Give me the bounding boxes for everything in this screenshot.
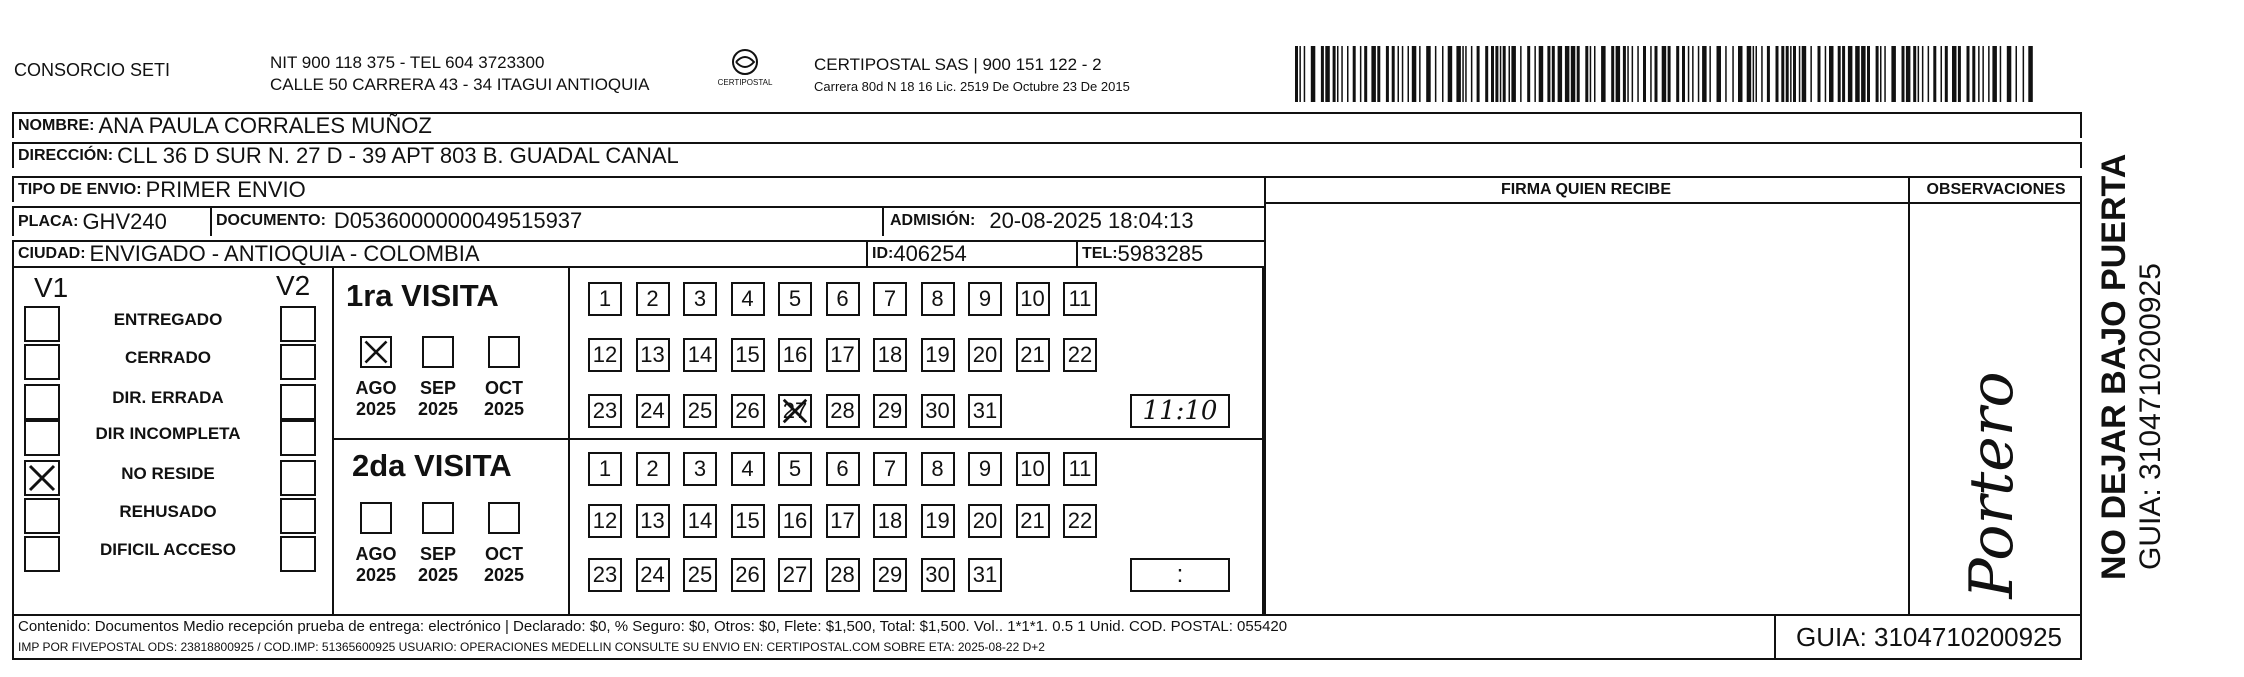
day-box[interactable]: 17	[826, 504, 860, 538]
divider	[866, 240, 868, 268]
id-label: ID:	[872, 245, 894, 262]
status-checkbox-v2[interactable]	[280, 384, 316, 420]
month-year: 2025	[483, 565, 525, 585]
company-info	[270, 52, 649, 96]
day-box[interactable]: 10	[1016, 282, 1050, 316]
day-box[interactable]: 19	[921, 338, 955, 372]
day-box[interactable]: 3	[683, 282, 717, 316]
month-label	[346, 378, 406, 420]
nombre-row	[12, 112, 2082, 138]
day-box[interactable]: 22	[1063, 338, 1097, 372]
company-name: CONSORCIO SETI	[14, 60, 171, 80]
day-box[interactable]: 14	[683, 504, 717, 538]
observaciones-label: OBSERVACIONES	[1926, 181, 2066, 198]
status-checkbox-v1[interactable]	[24, 384, 60, 420]
day-box[interactable]: 18	[873, 338, 907, 372]
day-box[interactable]: 13	[636, 504, 670, 538]
day-box[interactable]: 28	[826, 558, 860, 592]
day-box[interactable]: 1	[588, 452, 622, 486]
divider	[1908, 176, 1910, 614]
status-checkbox-v1[interactable]	[24, 420, 60, 456]
day-box[interactable]: 5	[778, 452, 812, 486]
month-name: SEP	[419, 544, 457, 564]
direccion-value: CLL 36 D SUR N. 27 D - 39 APT 803 B. GUADAL CANAL	[117, 143, 679, 168]
month-label	[408, 378, 468, 420]
month-year: 2025	[483, 399, 525, 419]
address-line: CALLE 50 CARRERA 43 - 34 ITAGUI ANTIOQUIA	[270, 75, 650, 94]
day-box[interactable]: 25	[683, 558, 717, 592]
status-checkbox-v2[interactable]	[280, 344, 316, 380]
admision-field	[890, 208, 1194, 234]
day-box[interactable]: 23	[588, 558, 622, 592]
day-box[interactable]: 16	[778, 338, 812, 372]
visit2-time-field[interactable]: :	[1130, 558, 1230, 592]
status-label: CERRADO	[125, 348, 211, 367]
day-box[interactable]: 11	[1063, 452, 1097, 486]
carrier-line: CERTIPOSTAL SAS | 900 151 122 - 2	[814, 55, 1102, 74]
month-year: 2025	[355, 565, 397, 585]
month-label	[474, 378, 534, 420]
day-box[interactable]: 24	[636, 558, 670, 592]
v2-label: V2	[276, 270, 311, 301]
month-checkbox[interactable]	[488, 502, 520, 534]
documento-value: D0536000000049515937	[333, 208, 583, 233]
status-checkbox-v1-checked[interactable]	[24, 460, 60, 496]
firma-label: FIRMA QUIEN RECIBE	[1500, 181, 1672, 198]
direccion-label: DIRECCIÓN:	[18, 147, 114, 164]
status-label: REHUSADO	[119, 502, 217, 521]
day-box[interactable]: 20	[968, 504, 1002, 538]
day-box[interactable]: 9	[968, 452, 1002, 486]
firma-header	[1264, 178, 1908, 204]
status-checkbox-v2[interactable]	[280, 420, 316, 456]
status-label: DIR. ERRADA	[112, 388, 224, 407]
logo-caption: CERTIPOSTAL	[717, 78, 773, 87]
placa-value: GHV240	[82, 209, 167, 234]
day-box[interactable]: 12	[588, 504, 622, 538]
day-box[interactable]: 30	[921, 558, 955, 592]
admision-label: ADMISIÓN:	[890, 212, 976, 229]
status-checkbox-v2[interactable]	[280, 536, 316, 572]
day-box[interactable]: 30	[921, 394, 955, 428]
tipo-label: TIPO DE ENVIO:	[18, 181, 142, 198]
id-field	[872, 242, 967, 266]
tel-field	[1082, 242, 1203, 266]
nombre-value: ANA PAULA CORRALES MUÑOZ	[98, 113, 432, 138]
day-box[interactable]: 14	[683, 338, 717, 372]
license-line: Carrera 80d N 18 16 Lic. 2519 De Octubre 23 De 2015	[814, 79, 1130, 94]
status-checkbox-v2[interactable]	[280, 306, 316, 342]
divider	[334, 438, 1264, 440]
month-checkbox[interactable]	[422, 336, 454, 368]
ciudad-value: ENVIGADO - ANTIOQUIA - COLOMBIA	[89, 241, 480, 266]
status-checkbox-v1[interactable]	[24, 344, 60, 380]
status-label: DIR INCOMPLETA	[95, 424, 241, 443]
observaciones-header	[1910, 178, 2082, 204]
status-checkbox-v2[interactable]	[280, 460, 316, 496]
day-box[interactable]: 7	[873, 282, 907, 316]
month-year: 2025	[355, 399, 397, 419]
tel-label: TEL:	[1082, 245, 1118, 262]
day-box[interactable]: 26	[731, 558, 765, 592]
documento-label: DOCUMENTO:	[216, 212, 326, 229]
day-box[interactable]: 31	[968, 394, 1002, 428]
footer-guia: GUIA: 3104710200925	[1796, 621, 2062, 652]
month-name: SEP	[419, 378, 457, 398]
day-box[interactable]: 9	[968, 282, 1002, 316]
month-name: AGO	[355, 378, 397, 398]
day-box[interactable]: 4	[731, 282, 765, 316]
day-box[interactable]: 7	[873, 452, 907, 486]
day-box[interactable]: 15	[731, 504, 765, 538]
day-box[interactable]: 15	[731, 338, 765, 372]
month-label	[346, 544, 406, 586]
id-value: 406254	[893, 241, 967, 266]
status-checkbox-v1[interactable]	[24, 536, 60, 572]
day-box[interactable]: 25	[683, 394, 717, 428]
contenido-text: Contenido: Documentos Medio recepción prueba de entrega: electrónico | Declarado: $0, % Seguro: $0, Otros: $0, Flete: $1,500, Total: $1,500. Vol.. 1*1*1. 0.5 1 Unid. COD. POSTAL: 055420	[18, 618, 1288, 635]
v1-label: V1	[34, 272, 69, 303]
day-box[interactable]: 20	[968, 338, 1002, 372]
day-box[interactable]: 6	[826, 452, 860, 486]
visit2-title: 2da VISITA	[352, 448, 512, 483]
day-box[interactable]: 23	[588, 394, 622, 428]
ciudad-label: CIUDAD:	[18, 245, 86, 262]
day-box[interactable]: 1	[588, 282, 622, 316]
day-box[interactable]: 29	[873, 558, 907, 592]
status-checkbox-v1[interactable]	[24, 498, 60, 534]
day-box[interactable]: 22	[1063, 504, 1097, 538]
month-year: 2025	[417, 565, 459, 585]
day-box[interactable]: 21	[1016, 504, 1050, 538]
certipostal-logo	[710, 46, 780, 92]
side-guia: GUIA: 3104710200925	[2134, 263, 2167, 570]
divider	[210, 206, 212, 236]
day-box[interactable]: 29	[873, 394, 907, 428]
status-label: DIFICIL ACCESO	[99, 540, 236, 559]
side-warning: NO DEJAR BAJO PUERTA	[2095, 153, 2133, 580]
carrier-info	[814, 54, 1130, 98]
divider	[568, 268, 570, 614]
visit1-title: 1ra VISITA	[346, 278, 499, 313]
day-box[interactable]: 13	[636, 338, 670, 372]
day-box[interactable]: 10	[1016, 452, 1050, 486]
status-label: NO RESIDE	[121, 464, 215, 483]
month-checkbox[interactable]	[360, 502, 392, 534]
day-box[interactable]: 19	[921, 504, 955, 538]
day-box[interactable]: 3	[683, 452, 717, 486]
day-box[interactable]: 28	[826, 394, 860, 428]
month-checkbox-checked[interactable]	[360, 336, 392, 368]
month-checkbox[interactable]	[422, 502, 454, 534]
signature-text: Portero	[1957, 371, 2027, 599]
documento-field	[216, 208, 582, 234]
nombre-label: NOMBRE:	[18, 117, 95, 134]
handwritten-signature	[1912, 350, 2072, 600]
tipo-row	[12, 176, 1266, 202]
divider	[882, 206, 884, 236]
divider	[332, 268, 334, 614]
month-label	[474, 544, 534, 586]
day-box[interactable]: 11	[1063, 282, 1097, 316]
month-name: AGO	[355, 544, 397, 564]
day-number: 27	[782, 398, 808, 423]
divider	[1076, 240, 1078, 268]
day-box[interactable]: 8	[921, 452, 955, 486]
tel-value: 5983285	[1117, 241, 1204, 266]
month-checkbox[interactable]	[488, 336, 520, 368]
day-box[interactable]: 18	[873, 504, 907, 538]
direccion-row	[12, 142, 2082, 168]
day-box[interactable]: 2	[636, 452, 670, 486]
month-name: OCT	[485, 544, 523, 564]
day-box[interactable]: 24	[636, 394, 670, 428]
month-year: 2025	[417, 399, 459, 419]
day-box[interactable]: 5	[778, 282, 812, 316]
day-box[interactable]: 8	[921, 282, 955, 316]
day-box[interactable]: 2	[636, 282, 670, 316]
day-box-checked[interactable]	[778, 394, 812, 428]
imp-text: IMP POR FIVEPOSTAL ODS: 23818800925 / COD.IMP: 51365600925 USUARIO: OPERACIONES MEDELLIN CONSULTE SU ENVIO EN: CERTIPOSTAL.COM SOBRE ETA: 2025-08-22 D+2	[18, 640, 1045, 654]
day-box[interactable]: 21	[1016, 338, 1050, 372]
placa-label: PLACA:	[18, 213, 79, 230]
month-name: OCT	[485, 378, 523, 398]
day-box[interactable]: 12	[588, 338, 622, 372]
side-warning-block	[2095, 130, 2168, 580]
day-box[interactable]: 31	[968, 558, 1002, 592]
visit1-time-field[interactable]: 11:10	[1130, 394, 1230, 428]
barcode	[1295, 46, 2035, 102]
day-box[interactable]: 4	[731, 452, 765, 486]
day-box[interactable]: 6	[826, 282, 860, 316]
day-box[interactable]: 26	[731, 394, 765, 428]
admision-value: 20-08-2025 18:04:13	[989, 208, 1194, 233]
status-checkbox-v2[interactable]	[280, 498, 316, 534]
status-checkbox-v1[interactable]	[24, 306, 60, 342]
day-box[interactable]: 27	[778, 558, 812, 592]
day-box[interactable]: 16	[778, 504, 812, 538]
nit-line: NIT 900 118 375 - TEL 604 3723300	[270, 53, 545, 72]
status-label: ENTREGADO	[113, 310, 223, 329]
month-label	[408, 544, 468, 586]
tipo-value: PRIMER ENVIO	[145, 177, 306, 202]
day-box[interactable]: 17	[826, 338, 860, 372]
